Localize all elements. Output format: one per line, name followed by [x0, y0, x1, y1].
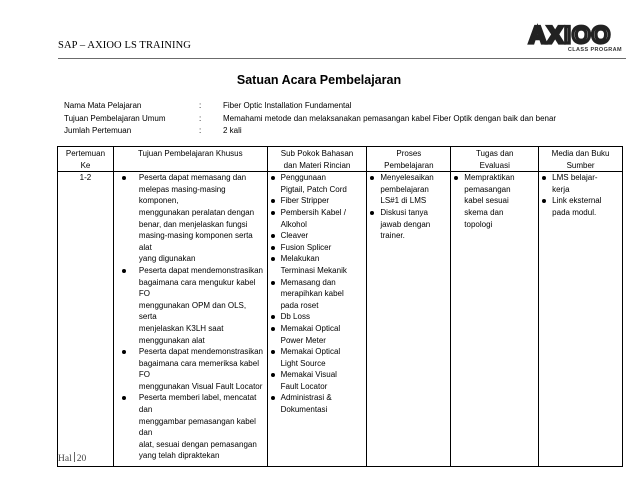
- list-item-line: jawab dengan: [380, 219, 431, 229]
- list-item-line: masing-masing komponen serta alat: [138, 231, 253, 252]
- header-line: Ke: [80, 160, 91, 170]
- list-item-line: bagaimana cara mengukur kabel FO: [138, 277, 256, 299]
- media-list: [542, 172, 619, 218]
- header-line: Sumber: [566, 160, 595, 170]
- tugas-list: [454, 172, 535, 230]
- list-item: [117, 346, 264, 392]
- list-item-line: LS#1 di LMS: [380, 196, 427, 206]
- proses-list: [370, 172, 447, 242]
- list-item-line: pada modul.: [552, 207, 597, 217]
- table-row: [58, 172, 623, 467]
- list-item: [271, 277, 364, 312]
- list-item-line: melepas masing-masing komponen,: [138, 184, 226, 206]
- info-label: Jumlah Pertemuan: [64, 126, 132, 135]
- tujuan-list: [117, 172, 264, 462]
- list-item-line: Penggunaan: [280, 173, 326, 183]
- sub-pokok-list: [271, 172, 364, 415]
- list-item-line: Light Source: [280, 358, 326, 368]
- header-line: Pertemuan: [65, 149, 106, 158]
- list-item-line: yang digunakan: [138, 254, 196, 264]
- document-title: Satuan Acara Pembelajaran: [236, 73, 402, 87]
- list-item-line: pembelajaran: [380, 184, 429, 194]
- list-item-line: benar, dan menjelaskan fungsi: [138, 219, 248, 229]
- header-line: Media dan Buku: [551, 149, 610, 158]
- list-item-line: merapihkan kabel: [280, 289, 344, 299]
- list-item-line: bagaimana cara memeriksa kabel FO: [138, 358, 259, 380]
- list-item-line: pada roset: [280, 300, 319, 310]
- cell-tugas: [451, 172, 539, 467]
- list-item-line: menggunakan OPM dan OLS, serta: [138, 300, 247, 322]
- info-row: [64, 125, 556, 138]
- list-item-line: Db Loss: [280, 312, 310, 322]
- list-item: [271, 346, 364, 369]
- list-item-line: Fault Locator: [280, 381, 328, 391]
- list-item-line: LMS belajar-: [552, 173, 598, 183]
- cell-media: [539, 172, 623, 467]
- info-colon: :: [199, 101, 202, 110]
- list-item-line: kabel sesuai: [464, 196, 509, 206]
- list-item-line: Fusion Splicer: [280, 242, 332, 252]
- cell-sub-pokok: [267, 172, 367, 467]
- list-item: [271, 207, 364, 230]
- list-item: [370, 207, 447, 242]
- axioo-logo-mark: [515, 22, 625, 48]
- footer-prefix: Hal: [58, 454, 72, 464]
- header-line: Proses: [396, 149, 422, 158]
- list-item-line: Pigtail, Patch Cord: [280, 184, 347, 194]
- info-value: 2 kali: [223, 126, 242, 135]
- cell-tujuan: [113, 172, 267, 467]
- info-value: Fiber Optic Installation Fundamental: [223, 101, 352, 110]
- list-item-line: Dokumentasi: [280, 405, 328, 415]
- list-item-line: Diskusi tanya: [380, 207, 428, 217]
- info-row: [64, 100, 556, 113]
- info-colon: :: [199, 126, 202, 135]
- table-header-row: [58, 147, 623, 172]
- header-divider: [58, 58, 626, 59]
- list-item-line: Melakukan: [280, 254, 320, 264]
- logo-lettering: AXIOO: [528, 22, 612, 48]
- list-item-line: menggunakan Visual Fault Locator: [138, 381, 263, 391]
- list-item-line: trainer.: [380, 231, 405, 241]
- lesson-plan-table: [57, 146, 623, 467]
- list-item: [271, 195, 364, 207]
- header-line: Pembelajaran: [384, 160, 434, 170]
- cell-pertemuan: 1-2: [58, 172, 114, 467]
- list-item: [271, 369, 364, 392]
- column-header-pertemuan: [58, 147, 114, 172]
- header-line: dan Materi Rincian: [283, 160, 351, 170]
- footer-separator: [74, 452, 75, 462]
- list-item-line: Menyelesaikan: [380, 173, 434, 183]
- column-header-tugas: [451, 147, 539, 172]
- list-item: [271, 253, 364, 276]
- list-item-line: Peserta dapat mendemonstrasikan: [138, 347, 263, 357]
- list-item-line: alat, sesuai dengan pemasangan: [138, 439, 257, 449]
- list-item-line: menjelaskan K3LH saat: [138, 323, 224, 333]
- header-line: Sub Pokok Bahasan: [280, 149, 354, 158]
- list-item: [271, 392, 364, 415]
- list-item-line: Power Meter: [280, 335, 326, 345]
- header-title: SAP – AXIOO LS TRAINING: [58, 40, 191, 51]
- axioo-logo: [515, 22, 625, 56]
- list-item-line: Administrasi &: [280, 393, 332, 403]
- column-header-tujuan: [113, 147, 267, 172]
- list-item-line: Peserta dapat memasang dan: [138, 173, 247, 183]
- page-number: 20: [76, 454, 87, 464]
- header-line: Evaluasi: [479, 160, 510, 170]
- column-header-sub-pokok: [267, 147, 367, 172]
- list-item-line: Fiber Stripper: [280, 196, 330, 206]
- info-value: Memahami metode dan melaksanakan pemasangan kabel Fiber Optik dengan baik dan benar: [223, 113, 557, 123]
- list-item: [271, 323, 364, 346]
- column-header-media: [539, 147, 623, 172]
- list-item-line: Mempraktikan: [464, 173, 515, 183]
- list-item-line: Peserta dapat mendemonstrasikan: [138, 265, 263, 275]
- list-item: [117, 392, 264, 462]
- header-line: Tujuan Pembelajaran Khusus: [137, 149, 243, 158]
- page-footer: [58, 452, 86, 464]
- list-item: [271, 311, 364, 323]
- list-item-line: Memakai Optical: [280, 347, 341, 357]
- list-item-line: menggambar pemasangan kabel dan: [138, 416, 256, 438]
- list-item-line: Link eksternal: [552, 196, 602, 206]
- list-item: [117, 265, 264, 346]
- list-item-line: Terminasi Mekanik: [280, 265, 347, 275]
- list-item: [542, 195, 619, 218]
- list-item-line: Cleaver: [280, 231, 309, 241]
- column-header-proses: [367, 147, 451, 172]
- info-label: Nama Mata Pelajaran: [64, 101, 142, 110]
- list-item: [370, 172, 447, 207]
- logo-subtitle: CLASS PROGRAM: [567, 47, 622, 53]
- list-item-line: Memasang dan: [280, 277, 336, 287]
- info-label: Tujuan Pembelajaran Umum: [64, 113, 166, 123]
- list-item: [542, 172, 619, 195]
- list-item-line: Peserta memberi label, mencatat dan: [138, 393, 257, 415]
- header-line: Tugas dan: [475, 149, 514, 158]
- list-item-line: Pembersih Kabel /: [280, 207, 346, 217]
- info-block: [64, 100, 556, 138]
- list-item: [117, 172, 264, 265]
- list-item: [271, 172, 364, 195]
- info-colon: :: [199, 113, 202, 123]
- list-item-line: kerja: [552, 184, 570, 194]
- list-item: [271, 242, 364, 254]
- list-item-line: pemasangan: [464, 184, 511, 194]
- list-item-line: Memakai Visual: [280, 370, 337, 380]
- list-item-line: skema dan: [464, 207, 504, 217]
- list-item-line: yang telah dipraktekan: [138, 451, 220, 461]
- list-item-line: Memakai Optical: [280, 323, 341, 333]
- list-item-line: topologi: [464, 219, 493, 229]
- list-item-line: menggunakan alat: [138, 335, 205, 345]
- list-item-line: menggunakan peralatan dengan: [138, 207, 255, 217]
- info-row: [64, 113, 556, 126]
- list-item: [271, 230, 364, 242]
- cell-proses: [367, 172, 451, 467]
- list-item: [454, 172, 535, 230]
- list-item-line: Alkohol: [280, 219, 307, 229]
